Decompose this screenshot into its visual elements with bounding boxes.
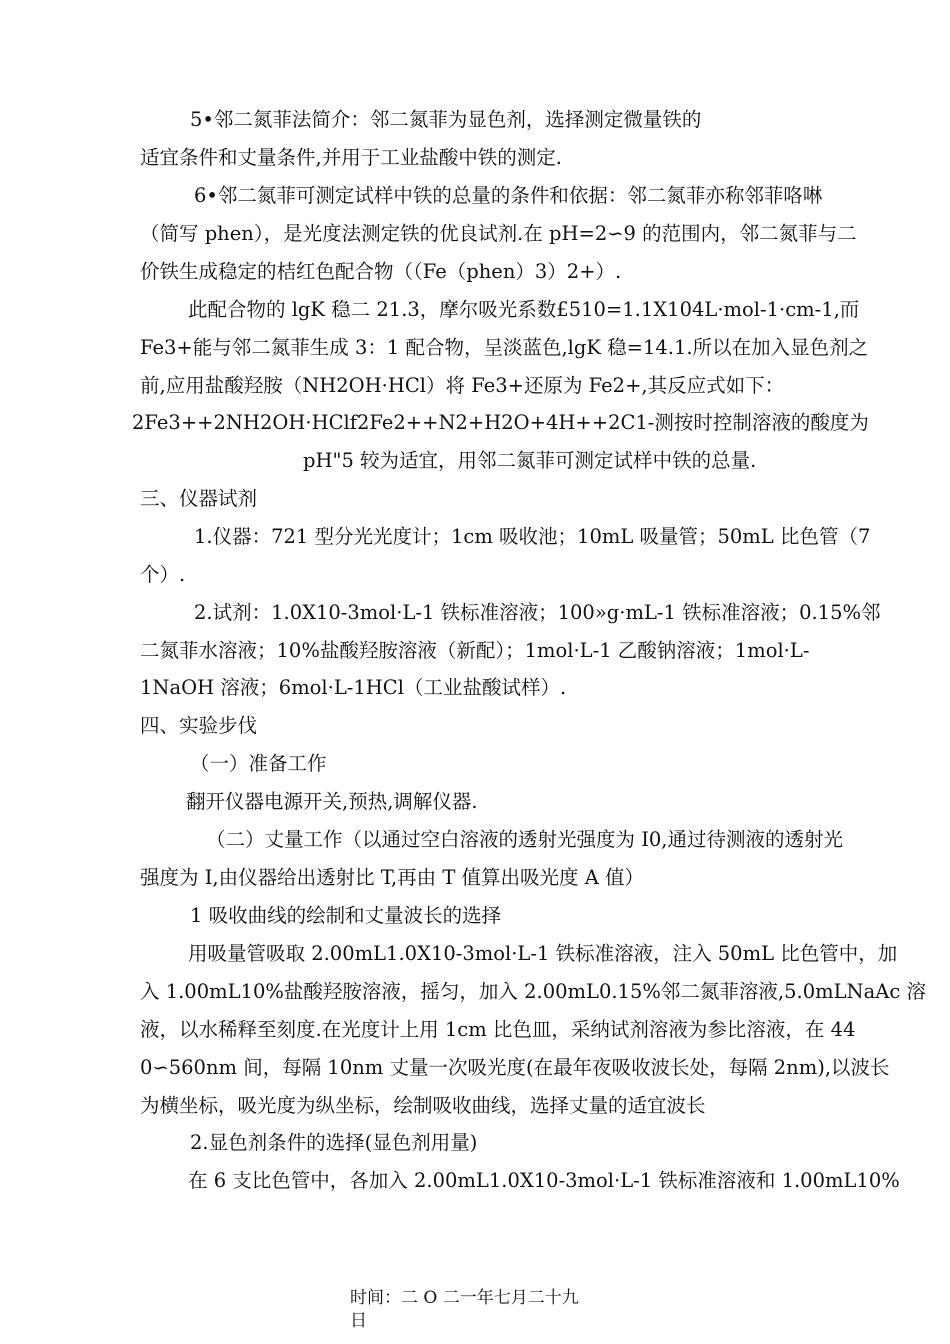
text-line: 前,应用盐酸羟胺（NH2OH·HCl）将 Fe3+还原为 Fe2+,其反应式如下：	[140, 374, 785, 397]
text-line: 此配合物的 lgK 稳二 21.3，摩尔吸光系数£510=1.1X104L·mol-1·cm-1,而	[188, 298, 860, 321]
text-line: 2Fe3++2NH2OH·HClf2Fe2++N2+H2O+4H++2C1-测按时控制溶液的酸度为	[132, 411, 869, 434]
text-line: （简写 phen），是光度法测定铁的优良试剂.在 pH=2∽9 的范围内，邻二氮菲与二	[140, 222, 857, 245]
text-line: 个）.	[140, 563, 186, 586]
text-line: 1.仪器：721 型分光光度计；1cm 吸收池；10mL 吸量管；50mL 比色管（7	[194, 525, 871, 548]
text-line: 0∽560nm 间，每隔 10nm 丈量一次吸光度(在最年夜吸收波长处，每隔 2nm),以波长	[140, 1056, 890, 1079]
text-line: 强度为 I,由仪器给出透射比 T,再由 T 值算出吸光度 A 值）	[140, 866, 645, 889]
text-line: 入 1.00mL10%盐酸羟胺溶液，摇匀，加入 2.00mL0.15%邻二氮菲溶液,5.0mLNaAc 溶	[140, 980, 926, 1003]
subsection-heading: （一）准备工作	[190, 752, 327, 775]
text-line: 5•邻二氮菲法简介：邻二氮菲为显色剂，选择测定微量铁的	[190, 108, 702, 131]
text-line: 在 6 支比色管中，各加入 2.00mL1.0X10-3mol·L-1 铁标准溶液和 1.00mL10%	[188, 1169, 900, 1192]
text-line: 翻开仪器电源开关,预热,调解仪器.	[186, 790, 478, 813]
text-line: 适宜条件和丈量条件,并用于工业盐酸中铁的测定.	[140, 146, 562, 169]
text-line: 用吸量管吸取 2.00mL1.0X10-3mol·L-1 铁标准溶液，注入 50mL 比色管中，加	[188, 942, 898, 965]
text-line: 为横坐标，吸光度为纵坐标，绘制吸收曲线，选择丈量的适宜波长	[140, 1094, 706, 1117]
text-line: 2.试剂：1.0X10-3mol·L-1 铁标准溶液；100»g·mL-1 铁标准溶液；0.15%邻	[194, 601, 881, 624]
text-line: pH"5 较为适宜，用邻二氮菲可测定试样中铁的总量.	[303, 449, 757, 472]
text-line: 二氮菲水溶液；10%盐酸羟胺溶液（新配）；1mol·L-1 乙酸钠溶液；1mol·L-	[140, 639, 810, 662]
text-line: 1 吸收曲线的绘制和丈量波长的选择	[190, 904, 502, 927]
section-heading: 四、实验步伐	[140, 714, 258, 737]
footer-date-line-continued: 日	[350, 1311, 367, 1331]
section-heading: 三、仪器试剂	[140, 487, 258, 510]
footer-date-line: 时间：二 O 二一年七月二十九	[350, 1288, 579, 1308]
text-line: 1NaOH 溶液；6mol·L-1HCl（工业盐酸试样）.	[140, 676, 567, 699]
text-line: （二）丈量工作（以通过空白溶液的透射光强度为 I0,通过待测液的透射光	[206, 828, 844, 851]
text-line: 2.显色剂条件的选择(显色剂用量)	[190, 1131, 478, 1154]
text-line: Fe3+能与邻二氮菲生成 3：1 配合物，呈淡蓝色,lgK 稳=14.1.所以在加入显色剂之	[140, 336, 869, 359]
text-line: 液，以水稀释至刻度.在光度计上用 1cm 比色皿，采纳试剂溶液为参比溶液，在 44	[140, 1018, 856, 1041]
text-line: 价铁生成稳定的桔红色配合物（（Fe（phen）3）2+）.	[140, 260, 622, 283]
text-line: 6•邻二氮菲可测定试样中铁的总量的条件和依据：邻二氮菲亦称邻菲咯啉	[194, 184, 823, 207]
